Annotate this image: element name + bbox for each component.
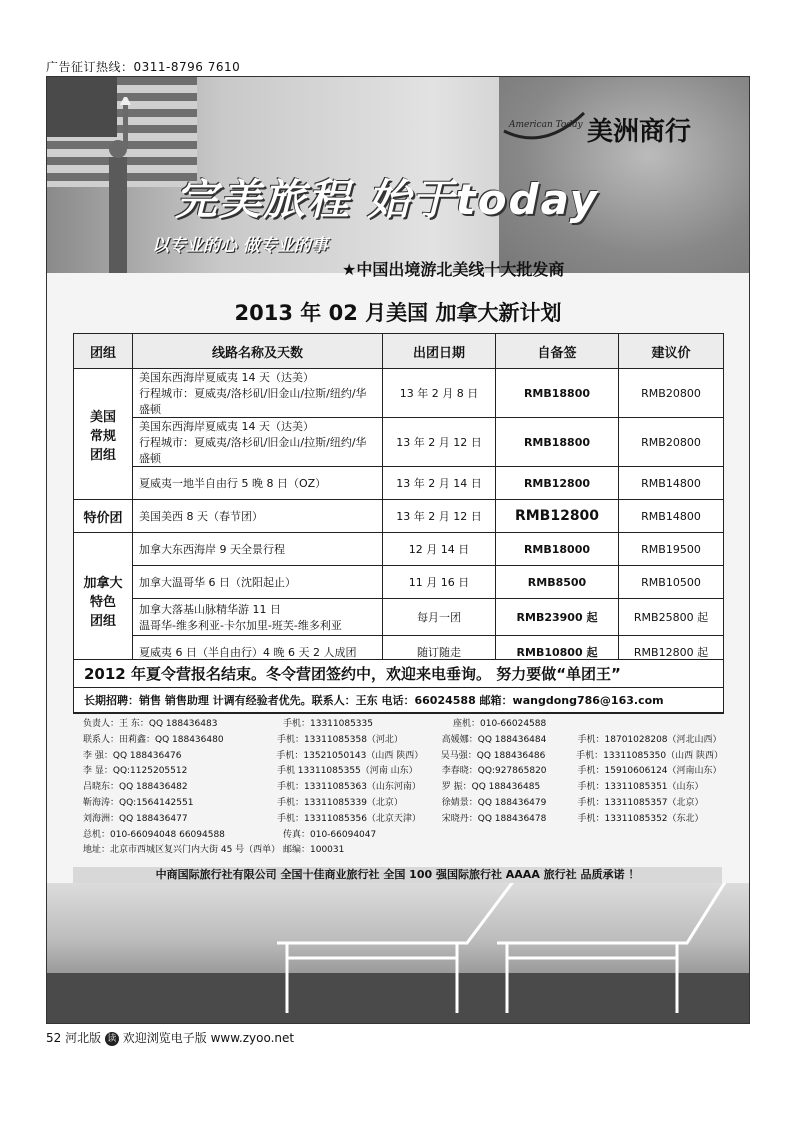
sub-slogan: 以专业的心 做专业的事 — [152, 236, 328, 256]
suggested-price: RMB20800 — [619, 418, 724, 467]
contact-field: 手机：13311085352（东北） — [577, 813, 704, 824]
route-cities: 行程城市：夏威夷/洛杉矶/旧金山/拉斯/纽约/华盛顿 — [139, 436, 367, 465]
contact-field: 手机：18701028208（河北山西） — [577, 734, 722, 745]
self-visa-price: RMB18800 — [496, 418, 619, 467]
contact-field: 手机：13521050143（山西 陕西） — [276, 750, 424, 761]
self-visa-price: RMB12800 — [496, 500, 619, 533]
contact-field: 手机：13311085358（河北） — [276, 734, 403, 745]
notice-box — [73, 659, 724, 714]
beach-scene-graphic — [47, 883, 749, 1023]
e-edition-link[interactable]: 欢迎浏览电子版 www.zyoo.net — [122, 1031, 295, 1045]
departure-date: 13 年 2 月 8 日 — [383, 369, 496, 418]
statue-of-liberty-image — [87, 97, 147, 273]
ad-hotline: 广告征订热线：0311-8796 7610 — [46, 60, 241, 74]
table-row — [74, 533, 724, 566]
contact-row — [83, 749, 723, 765]
contact-field: 手机：13311085357（北京） — [577, 797, 704, 808]
brand-name: 美洲商行 — [587, 117, 692, 147]
col-header-self-visa: 自备签 — [496, 334, 619, 369]
suggested-price: RMB19500 — [619, 533, 724, 566]
contact-field: 李 显：QQ:1125205512 — [83, 766, 188, 777]
self-visa-price: RMB18000 — [496, 533, 619, 566]
contact-field: 手机：13311085350（山西 陕西） — [576, 750, 723, 761]
contact-row — [83, 764, 723, 780]
recruitment-notice: 长期招聘：销售 销售助理 计调有经验者优先。联系人：王东 电话：66024588 邮箱：wangdong786@163.com — [74, 688, 723, 713]
route-cities: 行程城市：夏威夷/洛杉矶/旧金山/拉斯/纽约/华盛顿 — [139, 387, 367, 416]
suggested-price: RMB25800 起 — [619, 599, 724, 636]
suggested-price: RMB12800 起 — [619, 636, 724, 669]
departure-date: 每月一团 — [383, 599, 496, 636]
read-badge-icon: 读 — [105, 1032, 119, 1046]
contact-row — [83, 796, 723, 812]
contact-field: 刘海洲：QQ 188436477 — [83, 813, 188, 824]
slogan: 完美旅程 始于today — [175, 175, 600, 224]
contact-field: 李春晓：QQ:927865820 — [441, 766, 547, 777]
self-visa-price: RMB18800 — [496, 369, 619, 418]
plan-title: 2013 年 02 月美国 加拿大新计划 — [234, 301, 562, 325]
self-visa-price: RMB8500 — [496, 566, 619, 599]
departure-date: 随订随走 — [383, 636, 496, 669]
contact-row — [83, 733, 723, 749]
contact-field: 吕晓东：QQ 188436482 — [83, 782, 188, 793]
route-cell — [133, 533, 383, 566]
contact-field: 高媛娜：QQ 188436484 — [441, 734, 547, 745]
beach-chairs-image — [47, 883, 749, 1023]
route-name: 加拿大温哥华 6 日（沈阳起止） — [139, 576, 296, 589]
contact-field: 吴马强：QQ 188436486 — [440, 750, 546, 761]
contact-field: 手机：13311085335 — [283, 719, 373, 729]
contact-field: 联系人：田莉鑫：QQ 188436480 — [83, 734, 224, 745]
route-cell — [133, 599, 383, 636]
table-row — [74, 369, 724, 418]
advertisement — [46, 76, 750, 1024]
camp-promo: 2012 年夏令营报名结束。冬令营团签约中，欢迎来电垂询。 努力要做“单团王” — [74, 660, 723, 688]
route-name: 加拿大东西海岸 9 天全景行程 — [139, 543, 285, 556]
contact-field: 李 强：QQ 188436476 — [83, 750, 182, 761]
route-name: 夏威夷 6 日（半自由行）4 晚 6 天 2 人成团 — [139, 646, 357, 659]
route-cell — [133, 369, 383, 418]
self-visa-price: RMB23900 起 — [496, 599, 619, 636]
route-name: 美国东西海岸夏威夷 14 天（达美） — [139, 371, 314, 384]
contact-field: 负责人：王 东：QQ 188436483 — [83, 719, 218, 729]
table-row — [74, 418, 724, 467]
col-header-price: 建议价 — [619, 334, 724, 369]
contact-field: 手机 13311085355（河南 山东） — [276, 766, 418, 777]
contact-row — [83, 828, 723, 844]
route-name: 美国美西 8 天（春节团） — [139, 510, 263, 523]
col-header-route: 线路名称及天数 — [133, 334, 383, 369]
contact-field: 徐婧景：QQ 188436479 — [441, 797, 547, 808]
departure-date: 13 年 2 月 12 日 — [383, 500, 496, 533]
table-row — [74, 566, 724, 599]
table-row — [74, 467, 724, 500]
contact-field: 手机：13311085339（北京） — [276, 797, 403, 808]
contact-field: 手机：13311085363（山东河南） — [276, 782, 421, 793]
contact-field: 邮编：100031 — [283, 845, 345, 856]
suggested-price: RMB10500 — [619, 566, 724, 599]
banner — [47, 77, 749, 279]
contact-field: 总机：010-66094048 66094588 — [83, 829, 225, 840]
suggested-price: RMB20800 — [619, 369, 724, 418]
page-number: 52 河北版 — [46, 1031, 102, 1045]
group-name: 特价团 — [74, 500, 133, 533]
col-header-date: 出团日期 — [383, 334, 496, 369]
contact-field: 宋晓丹：QQ 188436478 — [441, 813, 547, 824]
departure-date: 11 月 16 日 — [383, 566, 496, 599]
self-visa-price: RMB12800 — [496, 467, 619, 500]
route-cell — [133, 418, 383, 467]
tour-plan-table — [73, 333, 724, 669]
contact-row — [83, 812, 723, 828]
suggested-price: RMB14800 — [619, 500, 724, 533]
route-name: 加拿大落基山脉精华游 11 日 — [139, 603, 281, 616]
route-cities: 温哥华-维多利亚-卡尔加里-班芙-维多利亚 — [139, 619, 342, 632]
contact-field: 手机：13311085356（北京天津） — [276, 813, 421, 824]
contact-list — [83, 717, 723, 859]
group-name: 加拿大 特色 团组 — [74, 533, 133, 669]
table-row — [74, 500, 724, 533]
route-name: 夏威夷一地半自由行 5 晚 8 日（OZ） — [139, 477, 327, 490]
departure-date: 13 年 2 月 12 日 — [383, 418, 496, 467]
self-visa-price: RMB10800 起 — [496, 636, 619, 669]
contact-field: 罗 振：QQ 188436485 — [441, 782, 541, 793]
contact-field: 座机：010-66024588 — [453, 719, 547, 729]
departure-date: 13 年 2 月 14 日 — [383, 467, 496, 500]
departure-date: 12 月 14 日 — [383, 533, 496, 566]
tagline: ★中国出境游北美线十大批发商 — [342, 260, 565, 279]
contact-row — [83, 843, 723, 859]
table-row — [74, 599, 724, 636]
group-name: 美国 常规 团组 — [74, 369, 133, 500]
contact-field: 手机：15910606124（河南山东） — [577, 766, 722, 777]
suggested-price: RMB14800 — [619, 467, 724, 500]
contact-row — [83, 780, 723, 796]
route-name: 美国东西海岸夏威夷 14 天（达美） — [139, 420, 314, 433]
contact-field: 地址：北京市西城区复兴门内大街 45 号（西单） — [83, 845, 281, 856]
agency-credentials: 中商国际旅行社有限公司 全国十佳商业旅行社 全国 100 强国际旅行社 AAAA 旅行社 品质承诺 ！ — [73, 867, 722, 883]
svg-text:American Today: American Today — [509, 120, 583, 130]
page-footer — [46, 1029, 294, 1046]
col-header-group: 团组 — [74, 334, 133, 369]
contact-field: 靳海涛：QQ:1564142551 — [83, 797, 194, 808]
route-cell — [133, 467, 383, 500]
contact-field: 传真：010-66094047 — [283, 829, 377, 840]
brand-logo — [499, 103, 589, 149]
contact-field: 手机：13311085351（山东） — [577, 782, 704, 793]
route-cell — [133, 500, 383, 533]
contact-row — [83, 717, 723, 733]
route-cell — [133, 566, 383, 599]
